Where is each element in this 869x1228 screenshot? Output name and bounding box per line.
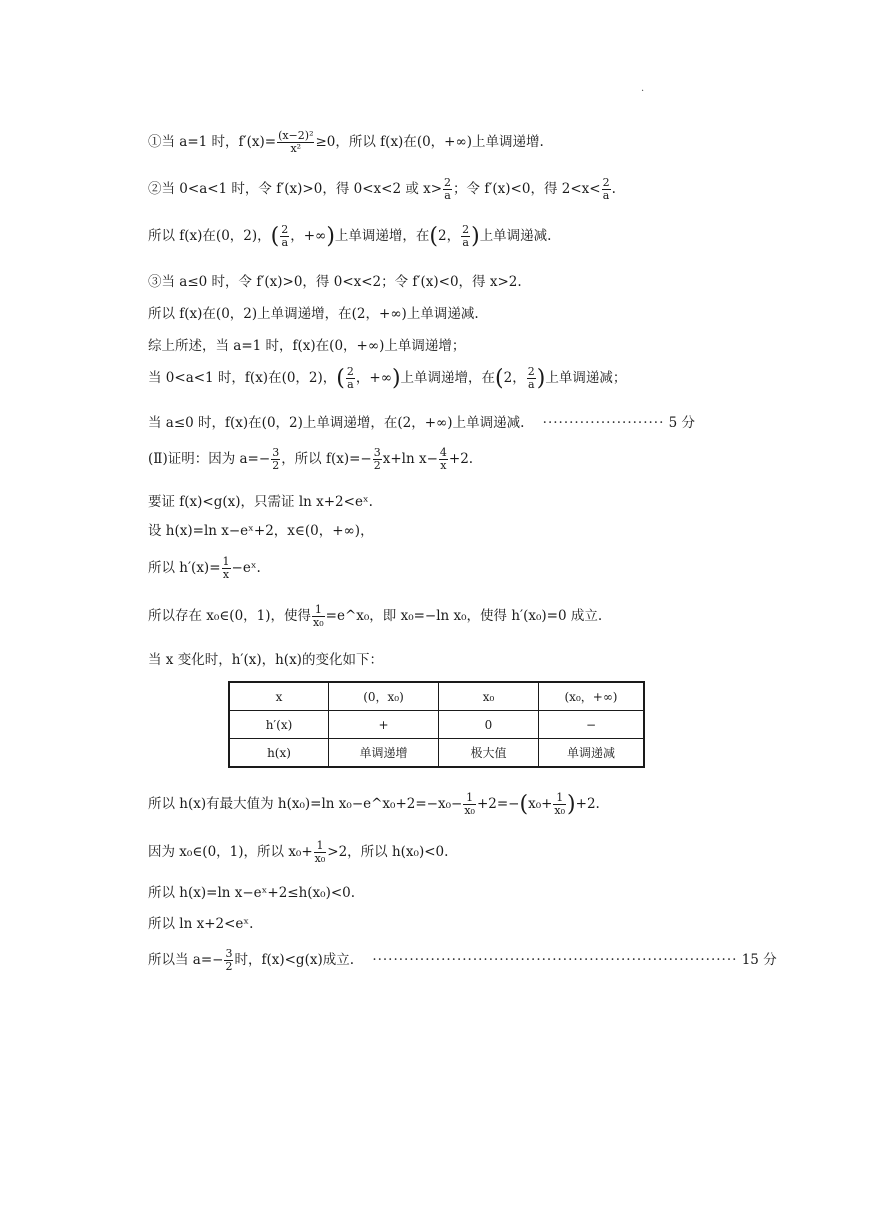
paren-right: )	[567, 792, 576, 817]
score-leader: ·····································································	[372, 952, 738, 968]
fraction	[222, 556, 231, 580]
denominator: a	[281, 236, 289, 249]
denominator: x	[222, 568, 230, 581]
numerator: 1	[463, 792, 476, 805]
text: ，所以 f(x)=−	[281, 451, 372, 467]
denominator: x	[440, 459, 447, 472]
table-row	[229, 739, 644, 768]
text: 上单调递减.	[479, 228, 552, 244]
text: (Ⅱ)证明：因为 a=−	[148, 451, 271, 467]
numerator: 3	[272, 446, 280, 460]
text: 所以当 a=−	[148, 952, 224, 968]
text: 所以 f(x)在(0，2)，	[148, 228, 271, 244]
case-3-conclusion: 所以 f(x)在(0，2)上单调递增，在(2，+∞)上单调递减.	[148, 306, 479, 322]
fraction	[463, 792, 476, 816]
text: ≥0，所以 f(x)在(0，+∞)上单调递增.	[315, 134, 544, 150]
denominator: a	[444, 189, 451, 202]
score: 15 分	[741, 952, 777, 968]
text: +2=−	[476, 796, 520, 812]
paren-right: )	[536, 366, 546, 391]
paren-left: (	[336, 366, 345, 391]
score: 5 分	[668, 415, 696, 431]
numerator: 1	[314, 840, 327, 853]
fraction	[553, 792, 566, 816]
table-cell: −	[539, 711, 645, 739]
derivative-h	[148, 556, 261, 581]
fraction	[461, 224, 470, 248]
fraction	[280, 224, 289, 248]
fraction	[271, 447, 280, 471]
text: 上单调递减；	[545, 370, 627, 386]
denominator: x₀	[554, 804, 566, 817]
paren-right: )	[326, 224, 335, 249]
fraction	[224, 948, 233, 972]
numerator: 1	[222, 555, 230, 569]
text: ①当 a=1 时，f′(x)=	[148, 134, 277, 150]
max-value-line	[148, 792, 600, 817]
text: 2，	[438, 228, 461, 244]
paren-left: (	[270, 224, 280, 249]
numerator: 2	[281, 223, 289, 237]
fraction	[439, 447, 448, 471]
numerator: 3	[373, 446, 381, 460]
part-2-intro	[148, 447, 473, 472]
text: 因为 x₀∈(0，1)，所以 x₀+	[148, 844, 313, 860]
case-2-conclusion	[148, 224, 551, 249]
variation-table	[228, 681, 645, 768]
numerator: 2	[444, 176, 452, 190]
fraction	[527, 366, 536, 390]
numerator: 1	[312, 604, 325, 617]
table-cell: h′(x)	[229, 711, 329, 739]
inequality-line	[148, 840, 448, 865]
table-cell: h(x)	[229, 739, 329, 768]
score-leader: ·······················	[542, 415, 665, 431]
summary-line-2	[148, 366, 626, 391]
denominator: x₀	[314, 852, 326, 865]
numerator: 2	[527, 365, 535, 379]
summary-line-1: 综上所述，当 a=1 时，f(x)在(0，+∞)上单调递增；	[148, 338, 466, 354]
table-row	[229, 711, 644, 739]
fraction	[277, 130, 314, 154]
table-cell: 单调递减	[539, 739, 645, 768]
table-intro: 当 x 变化时，h′(x)，h(x)的变化如下：	[148, 652, 383, 668]
numerator: 3	[225, 947, 233, 961]
ln-inequality-line: 所以 ln x+2<eˣ.	[148, 916, 254, 932]
text: =e^x₀，即 x₀=−ln x₀，使得 h′(x₀)=0 成立.	[325, 608, 603, 624]
case-2-line	[148, 177, 616, 202]
denominator: a	[462, 236, 469, 249]
paren-right: )	[471, 224, 480, 249]
table-row	[229, 682, 644, 711]
denominator: 2	[373, 459, 381, 472]
numerator: 1	[553, 792, 566, 805]
paren-left: (	[429, 224, 438, 249]
paren-left: (	[519, 792, 529, 817]
numerator: 4	[439, 446, 447, 460]
h-bound-line: 所以 h(x)=ln x−eˣ+2≤h(x₀)<0.	[148, 885, 356, 901]
table-cell: (0，x₀)	[329, 682, 439, 711]
case-3-line: ③当 a≤0 时，令 f′(x)>0，得 0<x<2；令 f′(x)<0，得 x>2.	[148, 274, 522, 290]
denominator: a	[602, 189, 610, 202]
text: 当 a≤0 时，f(x)在(0，2)上单调递增，在(2，+∞)上单调递减.	[148, 415, 525, 431]
existence-line	[148, 604, 602, 629]
paren-left: (	[495, 366, 504, 391]
text: 当 0<a<1 时，f(x)在(0，2)，	[148, 370, 337, 386]
denominator: x²	[290, 142, 302, 155]
final-conclusion	[148, 948, 777, 973]
table-cell: 极大值	[439, 739, 539, 768]
table-cell: x	[229, 682, 329, 711]
text: 2，	[503, 370, 526, 386]
text: 上单调递增，在	[334, 228, 430, 244]
denominator: a	[527, 378, 535, 391]
fraction	[346, 366, 355, 390]
fraction	[602, 177, 611, 201]
text: 所以 h(x)有最大值为 h(x₀)=ln x₀−e^x₀+2=−x₀−	[148, 796, 463, 812]
text: −eˣ.	[231, 560, 261, 576]
table-cell: 0	[439, 711, 539, 739]
text: x+ln x−	[382, 451, 438, 467]
table-cell: (x₀，+∞)	[539, 682, 645, 711]
text: ；令 f′(x)<0，得 2<x<	[453, 181, 601, 197]
table-cell: x₀	[439, 682, 539, 711]
denominator: x₀	[464, 804, 475, 817]
text: +2.	[575, 796, 600, 812]
table-cell: 单调递增	[329, 739, 439, 768]
fraction	[373, 447, 382, 471]
text: x₀+	[528, 796, 553, 812]
fraction	[314, 840, 327, 864]
text: 时，f(x)<g(x)成立.	[234, 952, 355, 968]
text: .	[611, 181, 616, 197]
summary-line-3	[148, 411, 695, 431]
case-1-line	[148, 130, 544, 155]
text: 所以 h′(x)=	[148, 560, 221, 576]
text: 所以存在 x₀∈(0，1)，使得	[148, 608, 312, 624]
text: ，+∞	[290, 228, 327, 244]
text: ②当 0<a<1 时，令 f′(x)>0，得 0<x<2 或 x>	[148, 181, 443, 197]
text: 上单调递增，在	[400, 370, 496, 386]
text: +2.	[448, 451, 474, 467]
proof-goal: 要证 f(x)<g(x)，只需证 ln x+2<eˣ.	[148, 494, 373, 510]
define-h: 设 h(x)=ln x−eˣ+2，x∈(0，+∞)，	[148, 523, 374, 539]
fraction	[443, 177, 452, 201]
denominator: a	[347, 378, 354, 391]
numerator: (x−2)²	[278, 129, 314, 143]
denominator: 2	[225, 960, 233, 973]
numerator: 2	[462, 223, 470, 237]
denominator: 2	[272, 459, 280, 472]
fraction	[312, 604, 325, 628]
numerator: 2	[346, 365, 354, 379]
table-cell: +	[329, 711, 439, 739]
paren-right: )	[391, 366, 401, 391]
text: ，+∞	[355, 370, 392, 386]
numerator: 2	[602, 176, 610, 190]
text: >2，所以 h(x₀)<0.	[327, 844, 449, 860]
page-mark: ·	[641, 86, 645, 97]
denominator: x₀	[313, 616, 324, 629]
